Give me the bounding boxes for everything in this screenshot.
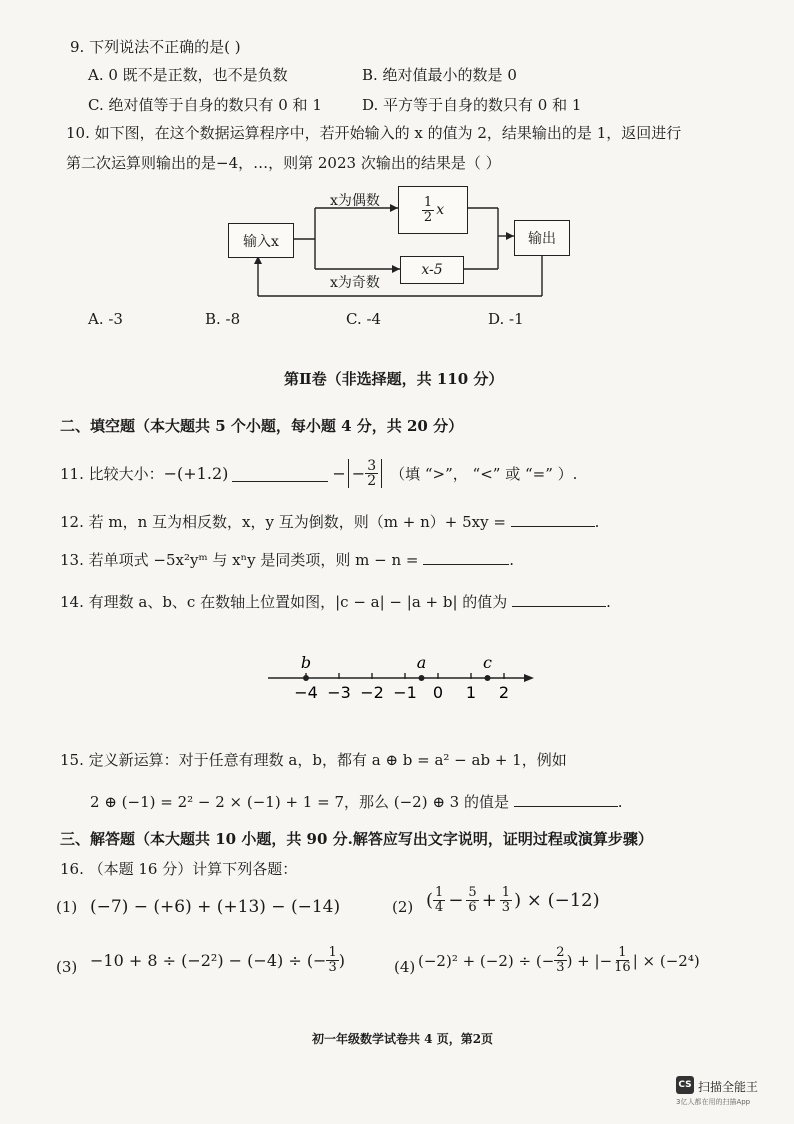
q16-p2-frac2: [466, 886, 478, 915]
section2-heading: 二、填空题（本大题共 5 个小题，每小题 4 分，共 20 分）: [60, 417, 464, 435]
q11-frac-num: 3: [367, 458, 377, 474]
q11-expr-left: −(+1.2): [163, 464, 229, 483]
number-line-point-label-c: c: [483, 653, 492, 672]
q16-p2-close: ) × (−12): [514, 890, 600, 911]
number-line-point-b: [303, 675, 309, 681]
q13-text: 13. 若单项式 −5x²yᵐ 与 xⁿy 是同类项，则 m − n =: [60, 551, 419, 569]
q11-outer-sign: −: [332, 464, 346, 483]
q10-option-c: C. -4: [346, 310, 382, 328]
number-line-tick-label: −4: [294, 683, 318, 702]
q16-p2-frac1-den: 4: [435, 900, 444, 915]
part2-title: 第Ⅱ卷（非选择题，共 110 分）: [284, 370, 504, 388]
q14: [60, 591, 611, 612]
section3-heading: 三、解答题（本大题共 10 小题，共 90 分.解答应写出文字说明，证明过程或演算步骤）: [60, 830, 653, 848]
q12-end: .: [594, 513, 600, 531]
page-footer: 初一年级数学试卷共 4 页，第2页: [312, 1032, 494, 1046]
q13: [60, 549, 514, 570]
q10-option-a: A. -3: [88, 310, 123, 328]
camscanner-tagline: 3亿人都在用的扫描App: [676, 1098, 751, 1106]
q10-stem-line1: 10. 如下图，在这个数据运算程序中，若开始输入的 x 的值为 2，结果输出的是 1，返回进行: [66, 124, 682, 142]
camscanner-logo: CS: [676, 1076, 694, 1094]
q16-p2-frac3-den: 3: [501, 900, 511, 915]
q16-p4-part-c: | × (−2⁴): [632, 951, 700, 970]
q12-text: 12. 若 m，n 互为相反数，x，y 互为倒数，则（m + n）+ 5xy =: [60, 513, 506, 531]
q16-p2-op1: −: [448, 890, 464, 911]
q12: [60, 511, 599, 532]
number-line-tick-label: −2: [360, 683, 384, 702]
flow-output-label: 输出: [528, 231, 556, 247]
q16-p4-frac2-num: 1: [618, 945, 627, 960]
camscanner-name: 扫描全能王: [698, 1080, 759, 1094]
q13-answer-blank[interactable]: [423, 550, 509, 565]
q9-option-b: B. 绝对值最小的数是 0: [362, 66, 517, 84]
q16-p2-frac1: [433, 886, 445, 915]
flow-half-den: 2: [423, 209, 433, 225]
number-line-arrow: [524, 674, 534, 682]
q15-line2: 2 ⊕ (−1) = 2² − 2 × (−1) + 1 = 7，那么 (−2) ⊕ 3 的值是: [90, 793, 509, 811]
flowchart-lines: [0, 0, 794, 320]
q15-line1: 15. 定义新运算：对于任意有理数 a，b，都有 a ⊕ b = a² − ab + 1，例如: [60, 751, 567, 769]
number-line-tick-label: −1: [393, 683, 417, 702]
number-line-point-a: [419, 675, 425, 681]
q10-option-d: D. -1: [488, 310, 524, 328]
number-line-tick-label: −3: [327, 683, 351, 702]
q11-fraction: [365, 459, 378, 488]
q16-p3-part-a: −10 + 8 ÷ (−2²) − (−4) ÷ (−: [90, 951, 327, 970]
q16-p3-label: (3): [56, 958, 78, 976]
flow-minus-box: [400, 256, 464, 284]
q11-inner-sign: −: [351, 464, 366, 483]
q16-p3-frac-den: 3: [328, 960, 337, 975]
number-line-tick-label: 1: [465, 683, 477, 702]
q15-answer-blank[interactable]: [514, 792, 618, 807]
q16-p4-frac1-num: 2: [556, 945, 565, 960]
q16-p4-part-b: ) + |−: [566, 951, 613, 970]
flow-half-fraction: [422, 196, 434, 225]
q16-p3-part-b: ): [338, 951, 345, 970]
number-line-tick-label: 0: [432, 683, 444, 702]
flow-half-var: x: [436, 202, 445, 218]
number-line: [0, 640, 794, 710]
q16-p4-frac2: [612, 946, 633, 975]
flow-input-box: [228, 223, 294, 258]
q16-stem: 16. （本题 16 分）计算下列各题：: [60, 860, 298, 878]
flow-minus-label: x-5: [421, 262, 443, 278]
number-line-tick-label: 2: [498, 683, 510, 702]
q9-option-c: C. 绝对值等于自身的数只有 0 和 1: [88, 96, 322, 114]
q16-p4-part-a: (−2)² + (−2) ÷ (−: [418, 951, 555, 970]
q14-answer-blank[interactable]: [512, 592, 606, 607]
q16-p4-expr: [418, 946, 700, 975]
q15-end: .: [617, 793, 623, 811]
q9-stem: 9. 下列说法不正确的是( ): [70, 38, 241, 56]
q10-stem-line2: 第二次运算则输出的是−4，…，则第 2023 次输出的结果是（ ）: [66, 154, 501, 172]
q16-p2-frac2-num: 5: [468, 885, 477, 900]
q9-option-d: D. 平方等于自身的数只有 0 和 1: [362, 96, 582, 114]
q11-answer-blank[interactable]: [232, 465, 328, 482]
flow-half-box: [398, 186, 468, 234]
flow-half-num: 1: [423, 194, 433, 210]
q9-option-a: A. 0 既不是正数，也不是负数: [88, 66, 288, 84]
q16-p2-frac3-num: 1: [501, 885, 511, 900]
q16-p1-expr: (−7) − (+6) + (+13) − (−14): [90, 897, 341, 917]
q16-p2-frac2-den: 6: [468, 900, 477, 915]
q16-p2-label: (2): [392, 898, 414, 916]
q11-frac-den: 2: [367, 473, 377, 489]
q15-line2-wrap: [90, 791, 623, 812]
q16-p2-expr: [426, 886, 600, 915]
q14-text: 14. 有理数 a、b、c 在数轴上位置如图，|c − a| − |a + b| 的值为: [60, 593, 508, 611]
q16-p4-label: (4): [394, 958, 416, 976]
q16-p4-frac1: [554, 946, 566, 975]
q10-option-b: B. -8: [205, 310, 241, 328]
q16-p3-frac: [326, 946, 338, 975]
q16-p2-frac3: [500, 886, 512, 915]
q16-p4-frac2-den: 16: [614, 960, 631, 975]
q16-p3-expr: [90, 946, 345, 975]
q13-end: .: [509, 551, 515, 569]
q16-p2-open: (: [426, 890, 434, 911]
flow-even-label: x为偶数: [330, 193, 380, 209]
number-line-point-label-a: a: [416, 653, 427, 672]
q16-p2-frac1-num: 1: [435, 885, 444, 900]
q16-p1-label: (1): [56, 898, 78, 916]
q16-p2-op2: +: [481, 890, 497, 911]
q14-end: .: [606, 593, 611, 611]
number-line-point-c: [485, 675, 491, 681]
q11-hint: （填 “>”， “<” 或 “=” ）.: [390, 465, 578, 483]
number-line-point-label-b: b: [300, 653, 312, 672]
q12-answer-blank[interactable]: [511, 512, 595, 527]
q11-abs-value: [348, 459, 382, 488]
q16-p3-frac-num: 1: [328, 945, 337, 960]
q16-p4-frac1-den: 3: [556, 960, 565, 975]
flow-odd-label: x为奇数: [330, 275, 380, 291]
flow-output-box: [514, 220, 570, 256]
q11: [60, 459, 577, 488]
q11-prefix: 11. 比较大小：: [60, 465, 164, 483]
flow-input-label: 输入x: [243, 233, 279, 250]
